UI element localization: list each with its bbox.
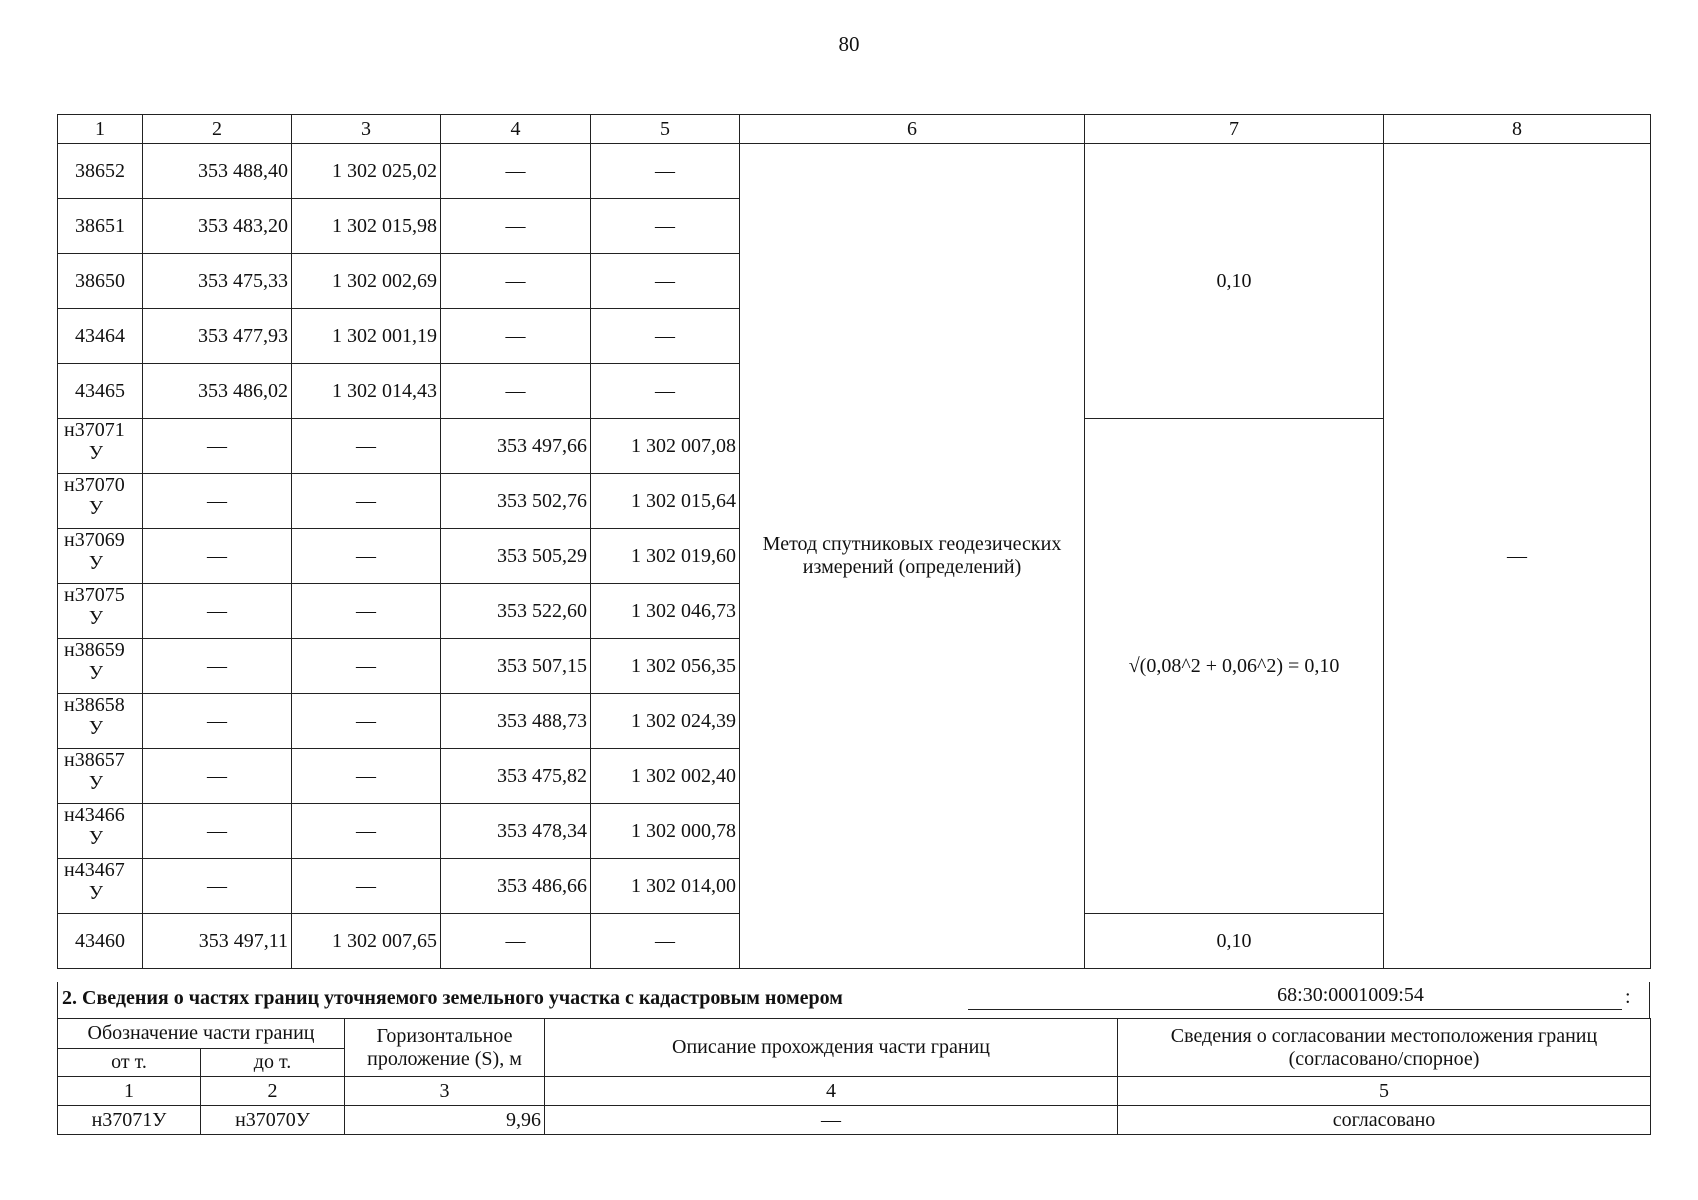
column-number: 3 [345,1077,545,1106]
coordinate-c5: — [591,199,740,254]
coordinate-c3: 1 302 025,02 [292,144,441,199]
coordinate-c2: — [143,419,292,474]
point-number: 38652 [58,144,143,199]
accuracy-bottom: 0,10 [1085,914,1384,969]
coordinate-c2: — [143,584,292,639]
coordinate-c5: 1 302 000,78 [591,804,740,859]
point-number-suffix: У [88,552,104,574]
coordinate-c2: — [143,804,292,859]
description: — [545,1106,1118,1135]
point-number-main: н38658 [64,694,125,716]
agreement-status: согласовано [1118,1106,1651,1135]
from-header: от т. [58,1049,201,1077]
coordinate-c2: 353 475,33 [143,254,292,309]
horizontal-header: Горизонтальное проложение (S), м [345,1019,545,1077]
designation-header: Обозначение части границ [58,1019,345,1049]
coordinate-c5: 1 302 024,39 [591,694,740,749]
coordinate-c3: 1 302 015,98 [292,199,441,254]
point-number-suffix: У [88,882,104,904]
coordinate-c4: 353 475,82 [441,749,591,804]
column-number: 4 [545,1077,1118,1106]
coordinate-c4: 353 505,29 [441,529,591,584]
point-number: 43460 [58,914,143,969]
coordinate-c3: — [292,639,441,694]
point-number-suffix: У [88,607,104,629]
column-number: 5 [591,115,740,144]
coordinate-c2: 353 486,02 [143,364,292,419]
coordinate-c5: 1 302 056,35 [591,639,740,694]
table-row [58,144,1651,199]
coordinate-c4: — [441,364,591,419]
coordinate-c2: — [143,749,292,804]
column-number: 6 [740,115,1085,144]
coordinate-c4: 353 488,73 [441,694,591,749]
coordinate-c5: 1 302 007,08 [591,419,740,474]
accuracy-top: 0,10 [1085,144,1384,419]
point-number-suffix: У [88,497,104,519]
column-number: 2 [143,115,292,144]
coordinate-c4: 353 502,76 [441,474,591,529]
boundary-parts-table [57,1018,1651,1135]
coordinate-c5: — [591,254,740,309]
point-number [58,584,143,639]
column-number: 1 [58,1077,201,1106]
coordinate-c2: — [143,474,292,529]
point-number [58,749,143,804]
point-number [58,639,143,694]
page-number: 80 [838,32,860,56]
point-number-main: н37071 [64,419,125,441]
coordinate-c3: — [292,584,441,639]
point-number-main: н37069 [64,529,125,551]
coordinate-c3: — [292,419,441,474]
column-number: 3 [292,115,441,144]
coordinate-c5: 1 302 015,64 [591,474,740,529]
coordinate-c4: 353 486,66 [441,859,591,914]
description-header: Описание прохождения части границ [545,1019,1118,1077]
coordinates-table [57,114,1651,969]
to-point: н37070У [201,1106,345,1135]
column-number: 1 [58,115,143,144]
point-number-suffix: У [88,772,104,794]
cadastral-underline [968,1009,1622,1010]
coordinate-c3: — [292,804,441,859]
coordinate-c4: — [441,199,591,254]
coordinate-c2: — [143,859,292,914]
column-number: 2 [201,1077,345,1106]
column-number: 7 [1085,115,1384,144]
coordinate-c4: — [441,914,591,969]
coordinate-c5: 1 302 014,00 [591,859,740,914]
coordinate-c4: 353 497,66 [441,419,591,474]
coordinate-c5: — [591,309,740,364]
accuracy-middle: √(0,08^2 + 0,06^2) = 0,10 [1085,419,1384,914]
column-number: 8 [1384,115,1651,144]
point-number [58,529,143,584]
coordinate-c2: 353 488,40 [143,144,292,199]
point-number-main: н37070 [64,474,125,496]
coordinate-c4: 353 507,15 [441,639,591,694]
point-number: 43465 [58,364,143,419]
coordinate-c4: 353 522,60 [441,584,591,639]
coordinate-c2: 353 497,11 [143,914,292,969]
point-number [58,694,143,749]
column-number: 4 [441,115,591,144]
coordinate-c3: — [292,859,441,914]
coordinate-c5: — [591,144,740,199]
coordinate-c5: 1 302 002,40 [591,749,740,804]
coordinate-c5: — [591,914,740,969]
point-number-suffix: У [88,442,104,464]
coordinate-c3: — [292,749,441,804]
coordinate-c4: 353 478,34 [441,804,591,859]
point-number-suffix: У [88,662,104,684]
coordinate-c4: — [441,309,591,364]
table-row [58,1106,1651,1135]
coordinate-c5: — [591,364,740,419]
point-number-main: н43467 [64,859,125,881]
method-cell: Метод спутниковых геодезических измерений (определений) [740,144,1085,969]
coordinate-c2: — [143,639,292,694]
point-number [58,859,143,914]
coordinate-c2: — [143,694,292,749]
table-header-row [58,115,1651,144]
agreement-header: Сведения о согласовании местоположения границ (согласовано/спорное) [1118,1019,1651,1077]
to-header: до т. [201,1049,345,1077]
from-point: н37071У [58,1106,201,1135]
coordinate-c3: 1 302 014,43 [292,364,441,419]
table-header-row [58,1019,1651,1049]
point-number-main: н37075 [64,584,125,606]
distance: 9,96 [345,1106,545,1135]
section-2-colon: : [1625,986,1631,1008]
point-number-suffix: У [88,717,104,739]
column-number: 5 [1118,1077,1651,1106]
coordinate-c3: — [292,694,441,749]
coordinate-c3: 1 302 007,65 [292,914,441,969]
coordinate-c3: — [292,474,441,529]
coordinate-c3: 1 302 001,19 [292,309,441,364]
section-2-title: 2. Сведения о частях границ уточняемого земельного участка с кадастровым номером [62,987,843,1009]
point-number [58,474,143,529]
coordinate-c5: 1 302 019,60 [591,529,740,584]
coordinate-c5: 1 302 046,73 [591,584,740,639]
coordinate-c3: 1 302 002,69 [292,254,441,309]
coordinate-c3: — [292,529,441,584]
coordinate-c2: 353 483,20 [143,199,292,254]
point-number-suffix: У [88,827,104,849]
point-number-main: н38657 [64,749,125,771]
column-8-cell: — [1384,144,1651,969]
column-numbers-row [58,1077,1651,1106]
section-2-heading [57,982,1650,1018]
coordinate-c2: — [143,529,292,584]
coordinate-c2: 353 477,93 [143,309,292,364]
point-number-main: н43466 [64,804,125,826]
cadastral-number: 68:30:0001009:54 [1277,984,1424,1006]
point-number [58,804,143,859]
coordinate-c4: — [441,144,591,199]
coordinate-c4: — [441,254,591,309]
point-number: 38650 [58,254,143,309]
point-number: 38651 [58,199,143,254]
point-number [58,419,143,474]
point-number: 43464 [58,309,143,364]
point-number-main: н38659 [64,639,125,661]
